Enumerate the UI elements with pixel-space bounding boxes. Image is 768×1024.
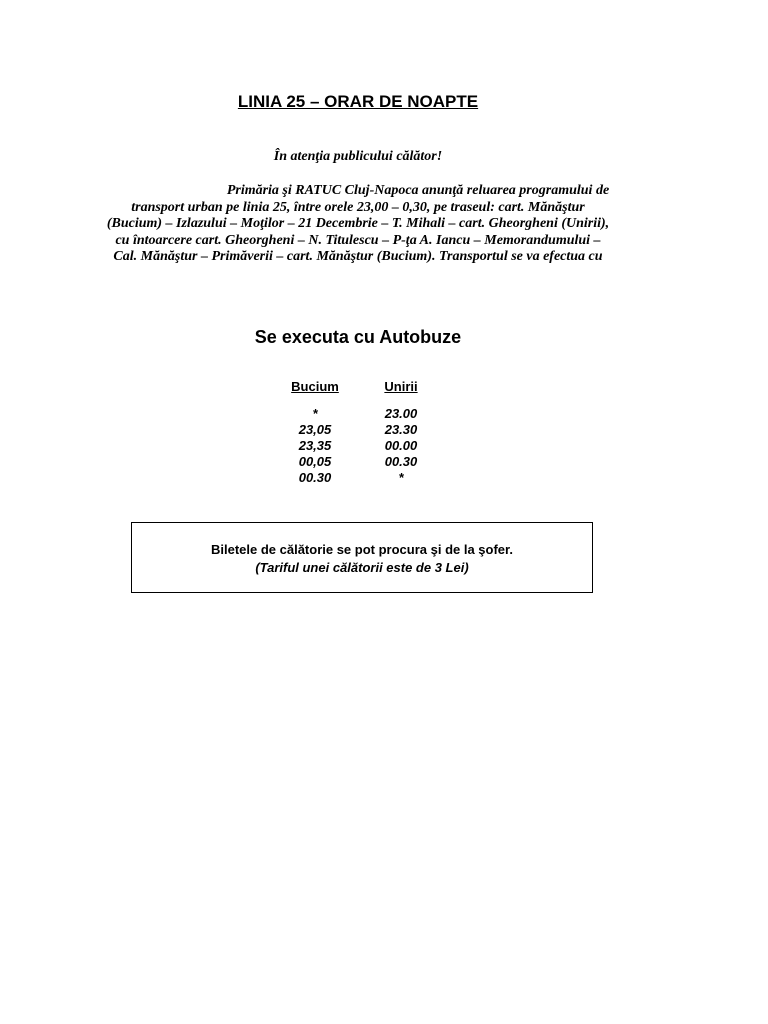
notice-heading: În atenţia publicului călător! — [273, 149, 443, 164]
notice-body — [60, 183, 656, 266]
column-header-label: Bucium — [291, 379, 339, 394]
column-header-unirii — [355, 379, 447, 395]
notice-line: (Bucium) – Izlazului – Moţilor – 21 Decembrie – T. Mihali – cart. Gheorgheni (Unirii), — [106, 216, 610, 231]
departure-unirii: 23.30 — [384, 422, 418, 437]
table-row — [275, 438, 455, 454]
table-row — [275, 422, 455, 438]
notice-line: Cal. Mănăştur – Primăverii – cart. Mănăştur (Bucium). Transportul se va efectua cu — [113, 249, 603, 264]
table-row — [275, 454, 455, 470]
departure-unirii: * — [398, 470, 404, 485]
vehicle-heading: Se executa cu Autobuze — [254, 327, 462, 347]
page-title: LINIA 25 – ORAR DE NOAPTE — [237, 92, 479, 111]
fare-info-text: (Tariful unei călătorii este de 3 Lei) — [255, 560, 469, 575]
notice-line: cu întoarcere cart. Gheorgheni – N. Titulescu – P-ţa A. Iancu – Memorandumului – — [115, 232, 601, 248]
schedule-header-row — [275, 379, 455, 395]
departure-bucium: 23,35 — [298, 438, 332, 453]
departure-unirii: 00.00 — [384, 438, 418, 453]
departure-bucium: 00,05 — [298, 454, 332, 469]
departure-bucium: * — [312, 406, 318, 421]
schedule-table — [275, 379, 455, 486]
departure-bucium: 23,05 — [298, 422, 332, 437]
ticket-info-text: Biletele de călătorie se pot procura şi de la şofer. — [210, 542, 513, 557]
departure-unirii: 23.00 — [384, 406, 418, 421]
ticket-info-box — [131, 522, 593, 593]
column-header-bucium — [275, 379, 355, 395]
schedule-body — [275, 406, 455, 486]
notice-line: Primăria şi RATUC Cluj-Napoca anunţă reluarea programului de — [226, 183, 610, 198]
notice-line: transport urban pe linia 25, între orele 23,00 – 0,30, pe traseul: cart. Mănăştur — [131, 199, 585, 215]
table-row — [275, 470, 455, 486]
departure-unirii: 00.30 — [384, 454, 418, 469]
departure-bucium: 00.30 — [298, 470, 332, 485]
table-row — [275, 406, 455, 422]
column-header-label: Unirii — [384, 379, 418, 394]
